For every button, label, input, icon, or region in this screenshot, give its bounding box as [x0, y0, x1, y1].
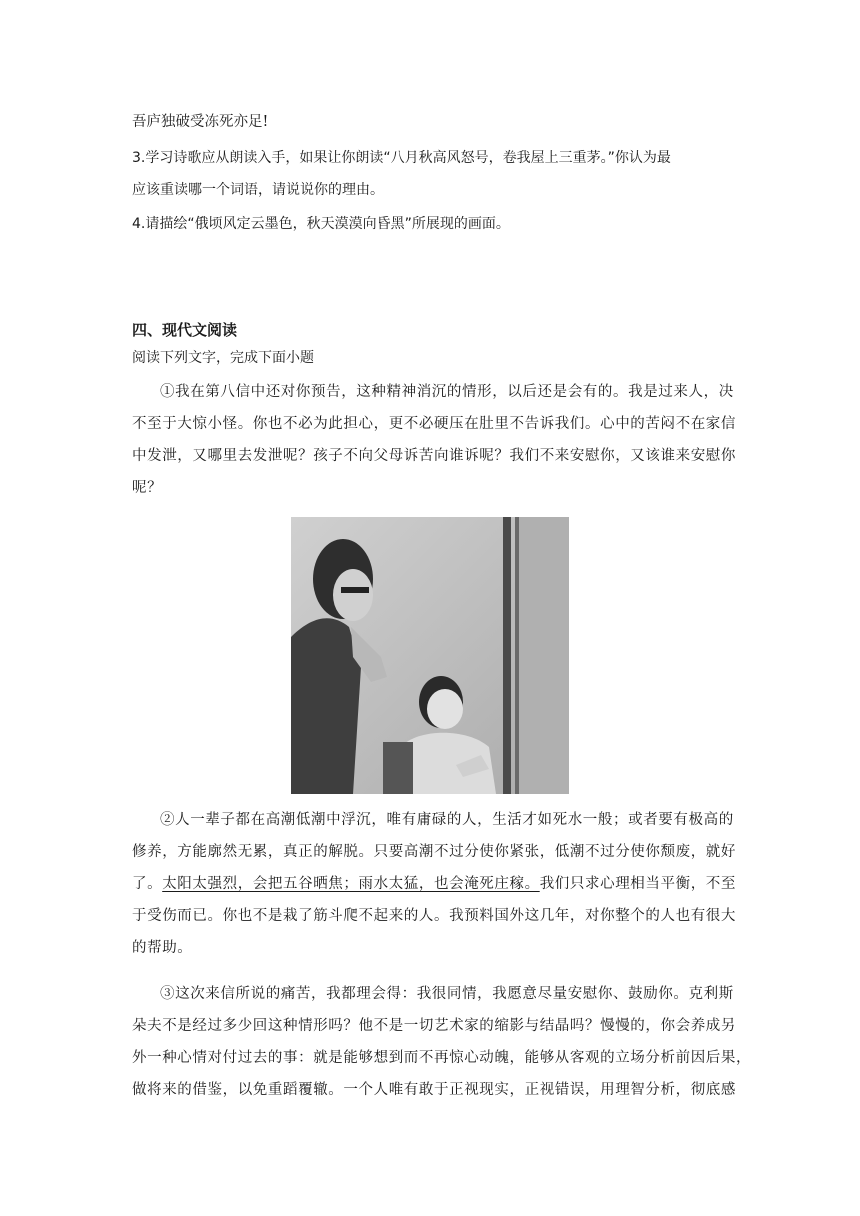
section-heading: 四、现代文阅读	[132, 321, 238, 339]
question-3-text-1: 学习诗歌应从朗读入手，如果让你朗读“八月秋高风怒号，卷我屋上三重茅。”你认为最	[145, 150, 671, 166]
p3-line-3: 外一种心情对付过去的事：就是能够想到而不再惊心动魄，能够从客观的立场分析前因后果，	[132, 1050, 752, 1066]
p2-line-4: 于受伤而已。你也不是栽了筋斗爬不起来的人。我预料国外这几年，对你整个的人也有很大	[132, 908, 736, 924]
p2-line-2: 修养，方能廓然无累，真正的解脱。只要高潮不过分使你紧张，低潮不过分使你颓废，就好	[132, 844, 736, 860]
p2-line-3-pre: 了。	[132, 876, 163, 892]
p2-line-3	[132, 874, 737, 894]
p3-line-1: ③这次来信所说的痛苦，我都理会得：我很同情，我愿意尽量安慰你、鼓励你。克利斯	[160, 986, 734, 1002]
question-4-line	[132, 214, 732, 234]
question-3-number: 3.	[132, 150, 146, 166]
question-4-text: 请描绘“俄顷风定云墨色，秋天漠漠向昏黑”所展现的画面。	[145, 216, 510, 232]
p3-line-4: 做将来的借鉴，以免重蹈覆辙。一个人唯有敢于正视现实，正视错误，用理智分析，彻底感	[132, 1082, 736, 1098]
section-instruction: 阅读下列文字，完成下面小题	[132, 350, 314, 366]
question-3-line-2: 应该重读哪一个词语，请说说你的理由。	[132, 182, 384, 198]
passage-photo	[291, 517, 569, 794]
question-4-number: 4.	[132, 216, 146, 232]
underlined-sentence: 太阳太强烈，会把五谷晒焦；雨水太猛，也会淹死庄稼。	[162, 876, 540, 892]
p2-line-5: 的帮助。	[132, 940, 193, 956]
p3-line-2: 朵夫不是经过多少回这种情形吗？他不是一切艺术家的缩影与结晶吗？慢慢的，你会养成另	[132, 1018, 736, 1034]
photo-illustration	[291, 517, 569, 794]
question-3-line-1	[132, 148, 732, 168]
p2-line-3-post: 我们只求心理相当平衡，不至	[539, 876, 737, 892]
p1-line-2: 不至于大惊小怪。你也不必为此担心，更不必硬压在肚里不告诉我们。心中的苦闷不在家信	[132, 416, 736, 432]
p1-line-3: 中发泄，又哪里去发泄呢？孩子不向父母诉苦向谁诉呢？我们不来安慰你，又该谁来安慰你	[132, 448, 736, 464]
poem-tail-line: 吾庐独破受冻死亦足!	[132, 114, 269, 130]
p2-line-1: ②人一辈子都在高潮低潮中浮沉，唯有庸碌的人，生活才如死水一般；或者要有极高的	[160, 812, 734, 828]
p1-line-4: 呢？	[132, 480, 163, 496]
p1-line-1: ①我在第八信中还对你预告，这种精神消沉的情形，以后还是会有的。我是过来人，决	[160, 384, 734, 400]
